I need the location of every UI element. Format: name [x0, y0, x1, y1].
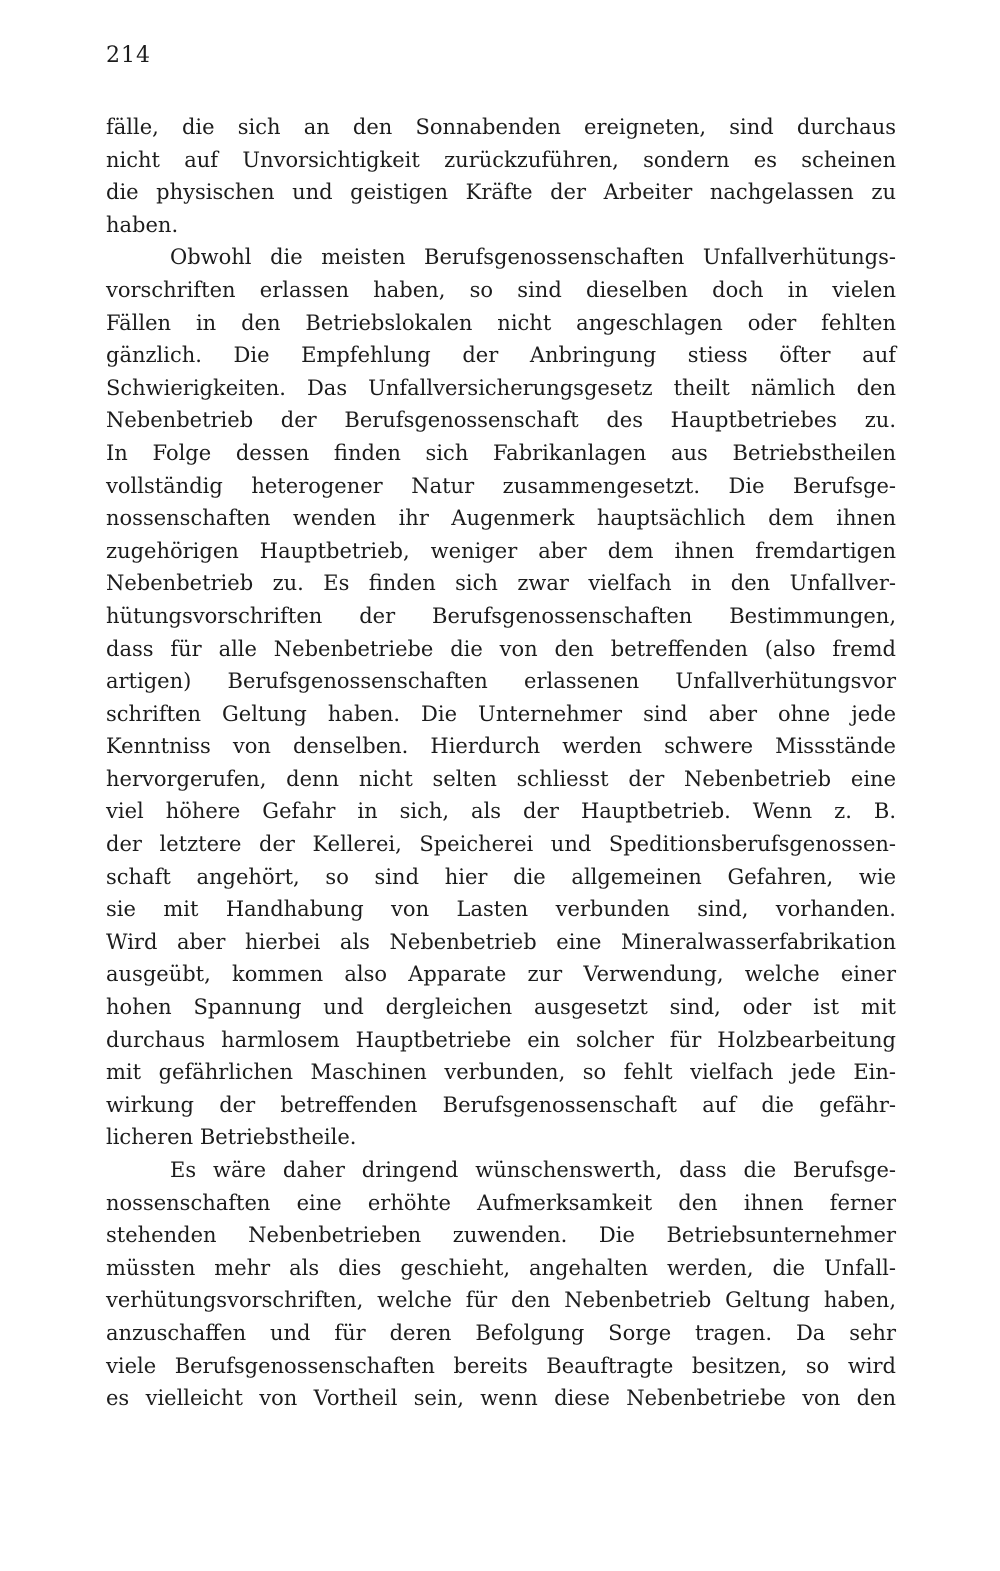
text-line: gänzlich. Die Empfehlung der Anbringung stiess öfter auf	[106, 343, 896, 368]
text-line: müssten mehr als dies geschieht, angehalten werden, die Unfall-	[106, 1255, 896, 1280]
text-line: anzuschaffen und für deren Befolgung Sorge tragen. Da sehr	[106, 1320, 896, 1345]
text-line: Kenntniss von denselben. Hierdurch werden schwere Missstände	[106, 734, 896, 759]
text-line: durchaus harmlosem Hauptbetriebe ein solcher für Holzbearbeitung	[106, 1027, 896, 1052]
text-line: hütungsvorschriften der Berufsgenossenschaften Bestimmungen,	[106, 603, 896, 628]
text-line: viele Berufsgenossenschaften bereits Beauftragte besitzen, so wird	[106, 1353, 896, 1378]
text-line: Nebenbetrieb der Berufsgenossenschaft des Hauptbetriebes zu.	[106, 408, 896, 433]
text-line: stehenden Nebenbetrieben zuwenden. Die Betriebsunternehmer	[106, 1223, 896, 1248]
text-line: Nebenbetrieb zu. Es finden sich zwar vielfach in den Unfallver-	[106, 571, 896, 596]
text-line: vollständig heterogener Natur zusammengesetzt. Die Berufsge-	[106, 473, 896, 498]
text-line: der letztere der Kellerei, Speicherei und Speditionsberufsgenossen-	[106, 832, 896, 857]
text-line: licheren Betriebstheile.	[106, 1125, 357, 1150]
page-number: 214	[106, 43, 151, 68]
text-line: Fällen in den Betriebslokalen nicht angeschlagen oder fehlten	[106, 310, 896, 335]
text-line: nossenschaften eine erhöhte Aufmerksamkeit den ihnen ferner	[106, 1190, 896, 1215]
text-line: nicht auf Unvorsichtigkeit zurückzuführen, sondern es scheinen	[106, 147, 896, 172]
text-line: verhütungsvorschriften, welche für den Nebenbetrieb Geltung haben,	[106, 1288, 896, 1313]
text-line: die physischen und geistigen Kräfte der Arbeiter nachgelassen zu	[106, 180, 896, 205]
text-line: schaft angehört, so sind hier die allgemeinen Gefahren, wie	[106, 864, 896, 889]
text-line: wirkung der betreffenden Berufsgenossenschaft auf die gefähr-	[106, 1092, 896, 1117]
text-line: ausgeübt, kommen also Apparate zur Verwendung, welche einer	[106, 962, 896, 987]
text-line: hohen Spannung und dergleichen ausgesetzt sind, oder ist mit	[106, 995, 896, 1020]
text-line: schriften Geltung haben. Die Unternehmer sind aber ohne jede	[106, 701, 896, 726]
text-line: dass für alle Nebenbetriebe die von den betreffenden (also fremd	[106, 636, 896, 661]
text-line: vorschriften erlassen haben, so sind dieselben doch in vielen	[106, 277, 896, 302]
text-line: sie mit Handhabung von Lasten verbunden sind, vorhanden.	[106, 897, 896, 922]
body-text	[106, 111, 896, 1415]
text-line: viel höhere Gefahr in sich, als der Hauptbetrieb. Wenn z. B.	[106, 799, 896, 824]
text-line: hervorgerufen, denn nicht selten schliesst der Nebenbetrieb eine	[106, 766, 896, 791]
text-line: haben.	[106, 212, 179, 237]
text-line: Schwierigkeiten. Das Unfallversicherungsgesetz theilt nämlich den	[106, 375, 896, 400]
text-line: mit gefährlichen Maschinen verbunden, so fehlt vielfach jede Ein-	[106, 1060, 896, 1085]
text-line: zugehörigen Hauptbetrieb, weniger aber dem ihnen fremdartigen	[106, 538, 896, 563]
text-line: Obwohl die meisten Berufsgenossenschaften Unfallverhütungs-	[170, 245, 896, 270]
text-line: Wird aber hierbei als Nebenbetrieb eine Mineralwasserfabrikation	[106, 929, 896, 954]
text-line: In Folge dessen finden sich Fabrikanlagen aus Betriebstheilen	[106, 440, 896, 465]
text-line: nossenschaften wenden ihr Augenmerk hauptsächlich dem ihnen	[106, 506, 896, 531]
text-line: artigen) Berufsgenossenschaften erlassenen Unfallverhütungsvor	[106, 669, 896, 694]
text-line: fälle, die sich an den Sonnabenden ereigneten, sind durchaus	[106, 115, 896, 139]
text-line: Es wäre daher dringend wünschenswerth, dass die Berufsge-	[170, 1158, 896, 1182]
text-line: es vielleicht von Vortheil sein, wenn diese Nebenbetriebe von den	[106, 1386, 896, 1411]
